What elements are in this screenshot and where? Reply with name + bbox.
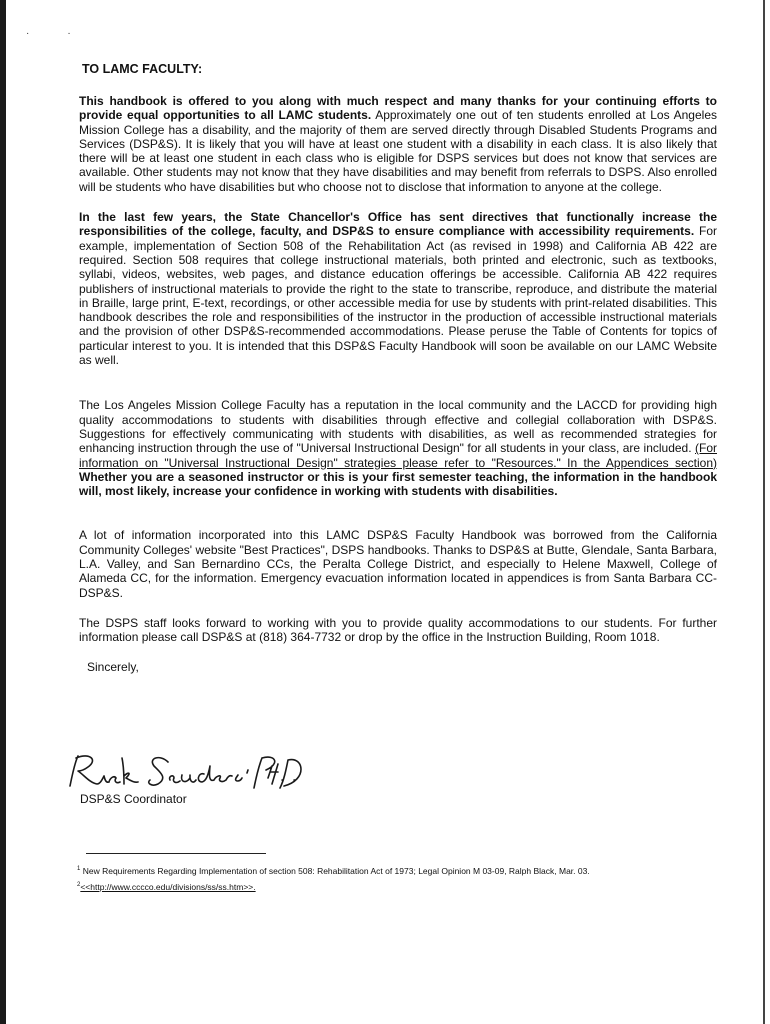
- paragraph-directives: [79, 210, 717, 367]
- signature-image: [64, 750, 304, 796]
- paragraph-contact: The DSPS staff looks forward to working with you to provide quality accommodations to our students. For further information please call DSP&S at (818) 364-7732 or drop by the office in the Instruction Building, Room 1018.: [79, 615, 717, 645]
- scan-specks: ··: [26, 28, 109, 39]
- intro-text: Approximately one out of ten students enrolled at Los Angeles Mission College has a disability, and the majority of them are served directly through Disabled Students Programs and Services (DSP&S). It is likely that you will have at least one student with a disability in each class. It is also likely that there will be at least one student in each class who is eligible for DSPS services but does not know that services are available. Other students may not know that they have disabilities and may benefit from referrals to DSPS. Also enrolled will be students who have disabilities but who choose not to disclose that information to anyone at the college.: [79, 108, 717, 194]
- letter-body: [79, 62, 717, 674]
- footnote-divider: [86, 853, 266, 854]
- scan-left-edge: [0, 0, 6, 1024]
- signer-title: DSP&S Coordinator: [80, 792, 187, 806]
- reputation-text: The Los Angeles Mission College Faculty has a reputation in the local community and the LACCD for providing high quality accommodations to students with disabilities through effective and collegial collaboration with DSP&S. Suggestions for effectively communicating with students with disabilities, as well as recommended strategies for enhancing instruction through the use of "Universal Instructional Design" for all students in your class, are included.: [79, 398, 717, 456]
- reputation-bold: Whether you are a seasoned instructor or this is your first semester teaching, the information in the handbook will, most likely, increase your confidence in working with students with disabilities.: [79, 469, 717, 499]
- paragraph-acknowledgements: A lot of information incorporated into this LAMC DSP&S Faculty Handbook was borrowed from the California Community Colleges' website "Best Practices", DSPS handbooks. Thanks to DSP&S at Butte, Glendale, Santa Barbara, L.A. Valley, and San Bernardino CCs, the Peralta College District, and especially to Helene Maxwell, College of Alameda CC, for the information. Emergency evacuation information located in appendices is from Santa Barbara CC-DSP&S.: [79, 528, 717, 600]
- footnote-1: $^1$ New Requirements Regarding Implementation of section 508: Rehabilitation Act of 1973; Legal Opinion M 03-09, Ralph Black, Mar. 03.: [77, 865, 590, 876]
- closing: Sincerely,: [87, 659, 139, 674]
- salutation: TO LAMC FACULTY:: [82, 62, 203, 76]
- paragraph-reputation: [79, 398, 717, 498]
- footnote-2: $^2$<<http://www.cccco.edu/divisions/ss/ss.htm>>.: [77, 881, 256, 892]
- footnotes: [77, 862, 590, 894]
- scan-right-edge: [763, 0, 765, 1024]
- directives-bold: In the last few years, the State Chancellor's Office has sent directives that functionally increase the responsibilities of the college, faculty, and DSP&S to ensure compliance with accessibility requirements.: [79, 210, 717, 239]
- intro-bold: This handbook is offered to you along with much respect and many thanks for your continuing efforts to provide equal opportunities to all LAMC students.: [79, 94, 717, 123]
- paragraph-intro: [79, 94, 717, 194]
- directives-text: For example, implementation of Section 508 of the Rehabilitation Act (as revised in 1998) and California AB 422 are required. Section 508 requires that college instructional materials, both printed and electronic, such as textbooks, syllabi, videos, websites, web pages, and distance education offerings be accessible. California AB 422 requires publishers of instructional materials to provide the right to the state to transcribe, reproduce, and distribute the material in Braille, large print, E-text, recordings, or other accessible media for use by students with print-related disabilities. This handbook describes the role and responsibilities of the instructor in the production of accessible instructional materials and the provision of other DSP&S-recommended accommodations. Please peruse the Table of Contents for topics of particular interest to you. It is intended that this DSP&S Faculty Handbook will soon be available on our LAMC Website as well.: [79, 224, 717, 368]
- resources-note: (For information on "Universal Instructional Design" strategies please refer to "Resources." In the Appendices section): [79, 441, 717, 470]
